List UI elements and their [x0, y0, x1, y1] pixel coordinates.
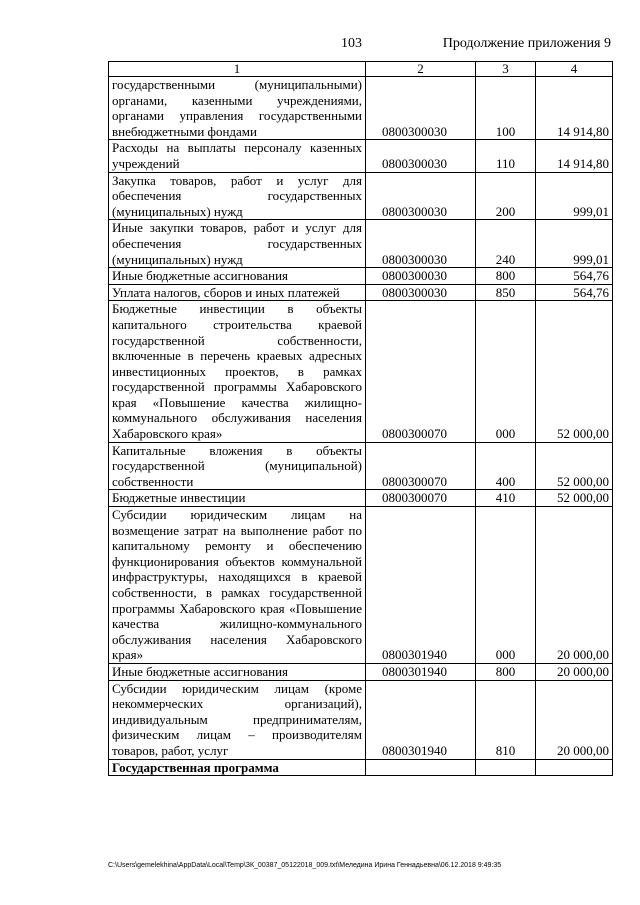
- row-name: Капитальные вложения в объекты государственной (муниципальной) собственности: [109, 442, 366, 490]
- table-row: [109, 284, 613, 301]
- page-number: 103: [341, 36, 362, 51]
- row-kind: 810: [476, 680, 536, 759]
- row-sum: 20 000,00: [536, 663, 613, 680]
- row-kind: 000: [476, 301, 536, 442]
- row-sum: 999,01: [536, 220, 613, 268]
- row-code: [366, 759, 476, 776]
- row-name: Иные закупки товаров, работ и услуг для обеспечения государственных (муниципальных) нужд: [109, 220, 366, 268]
- row-code: 0800300030: [366, 284, 476, 301]
- row-code: 0800300030: [366, 220, 476, 268]
- row-code: 0800300030: [366, 140, 476, 172]
- row-name: Бюджетные инвестиции в объекты капитального строительства краевой государственной собственности, включенные в перечень краевых адресных инвестиционных проектов, в рамках государственной программы Хабаровского края «Повышение качества жилищно-коммунального обслуживания населения Хабаровского края»: [109, 301, 366, 442]
- row-kind: 800: [476, 663, 536, 680]
- row-name: Иные бюджетные ассигнования: [109, 268, 366, 285]
- row-code: 0800301940: [366, 680, 476, 759]
- row-kind: 000: [476, 507, 536, 664]
- row-sum: 52 000,00: [536, 442, 613, 490]
- row-sum: 999,01: [536, 172, 613, 220]
- row-sum: 52 000,00: [536, 490, 613, 507]
- table-row: [109, 680, 613, 759]
- row-name: Бюджетные инвестиции: [109, 490, 366, 507]
- row-kind: 800: [476, 268, 536, 285]
- row-code: 0800301940: [366, 663, 476, 680]
- row-kind: 240: [476, 220, 536, 268]
- row-code: 0800300070: [366, 490, 476, 507]
- table-row: [109, 759, 613, 776]
- row-name: Расходы на выплаты персоналу казенных учреждений: [109, 140, 366, 172]
- row-sum: 564,76: [536, 268, 613, 285]
- row-name: Иные бюджетные ассигнования: [109, 663, 366, 680]
- column-header: 2: [366, 62, 476, 77]
- row-name: Государственная программа: [109, 759, 366, 776]
- row-name: Закупка товаров, работ и услуг для обеспечения государственных (муниципальных) нужд: [109, 172, 366, 220]
- row-code: 0800300030: [366, 268, 476, 285]
- table-row: [109, 301, 613, 442]
- row-name: Уплата налогов, сборов и иных платежей: [109, 284, 366, 301]
- row-kind: 400: [476, 442, 536, 490]
- budget-table: [108, 61, 613, 776]
- table-row: [109, 140, 613, 172]
- table-row: [109, 172, 613, 220]
- row-kind: 850: [476, 284, 536, 301]
- row-code: 0800300070: [366, 442, 476, 490]
- row-name: Субсидии юридическим лицам на возмещение затрат на выполнение работ по капитальному ремонту и обеспечению функционирования объектов коммунальной инфраструктуры, находящихся в краевой собственности, в рамках государственной программы Хабаровского края «Повышение качества жилищно-коммунального обслуживания населения Хабаровского края»: [109, 507, 366, 664]
- table-row: [109, 442, 613, 490]
- row-kind: 100: [476, 77, 536, 140]
- row-kind: 410: [476, 490, 536, 507]
- row-sum: 52 000,00: [536, 301, 613, 442]
- row-name: государственными (муниципальными) органами, казенными учреждениями, органами управления государственными внебюджетными фондами: [109, 77, 366, 140]
- table-header-row: [109, 62, 613, 77]
- column-header: 4: [536, 62, 613, 77]
- table-row: [109, 663, 613, 680]
- table-row: [109, 220, 613, 268]
- column-header: 1: [109, 62, 366, 77]
- continuation-caption: Продолжение приложения 9: [442, 36, 611, 51]
- row-name: Субсидии юридическим лицам (кроме некоммерческих организаций), индивидуальным предпринимателям, физическим лицам – производителям товаров, работ, услуг: [109, 680, 366, 759]
- row-sum: 20 000,00: [536, 680, 613, 759]
- row-sum: 14 914,80: [536, 140, 613, 172]
- table-row: [109, 268, 613, 285]
- row-code: 0800300030: [366, 77, 476, 140]
- column-header: 3: [476, 62, 536, 77]
- row-sum: 564,76: [536, 284, 613, 301]
- row-sum: 20 000,00: [536, 507, 613, 664]
- row-code: 0800300030: [366, 172, 476, 220]
- table-row: [109, 77, 613, 140]
- table-row: [109, 507, 613, 664]
- row-kind: [476, 759, 536, 776]
- row-code: 0800300070: [366, 301, 476, 442]
- row-kind: 110: [476, 140, 536, 172]
- row-kind: 200: [476, 172, 536, 220]
- row-sum: [536, 759, 613, 776]
- file-path-footer: C:\Users\gemelekhina\AppData\Local\Temp\ЗК_00387_05122018_009.txt\Меледина Ирина Геннадьевна\06.12.2018 9:49:35: [108, 862, 502, 869]
- row-code: 0800301940: [366, 507, 476, 664]
- table-row: [109, 490, 613, 507]
- row-sum: 14 914,80: [536, 77, 613, 140]
